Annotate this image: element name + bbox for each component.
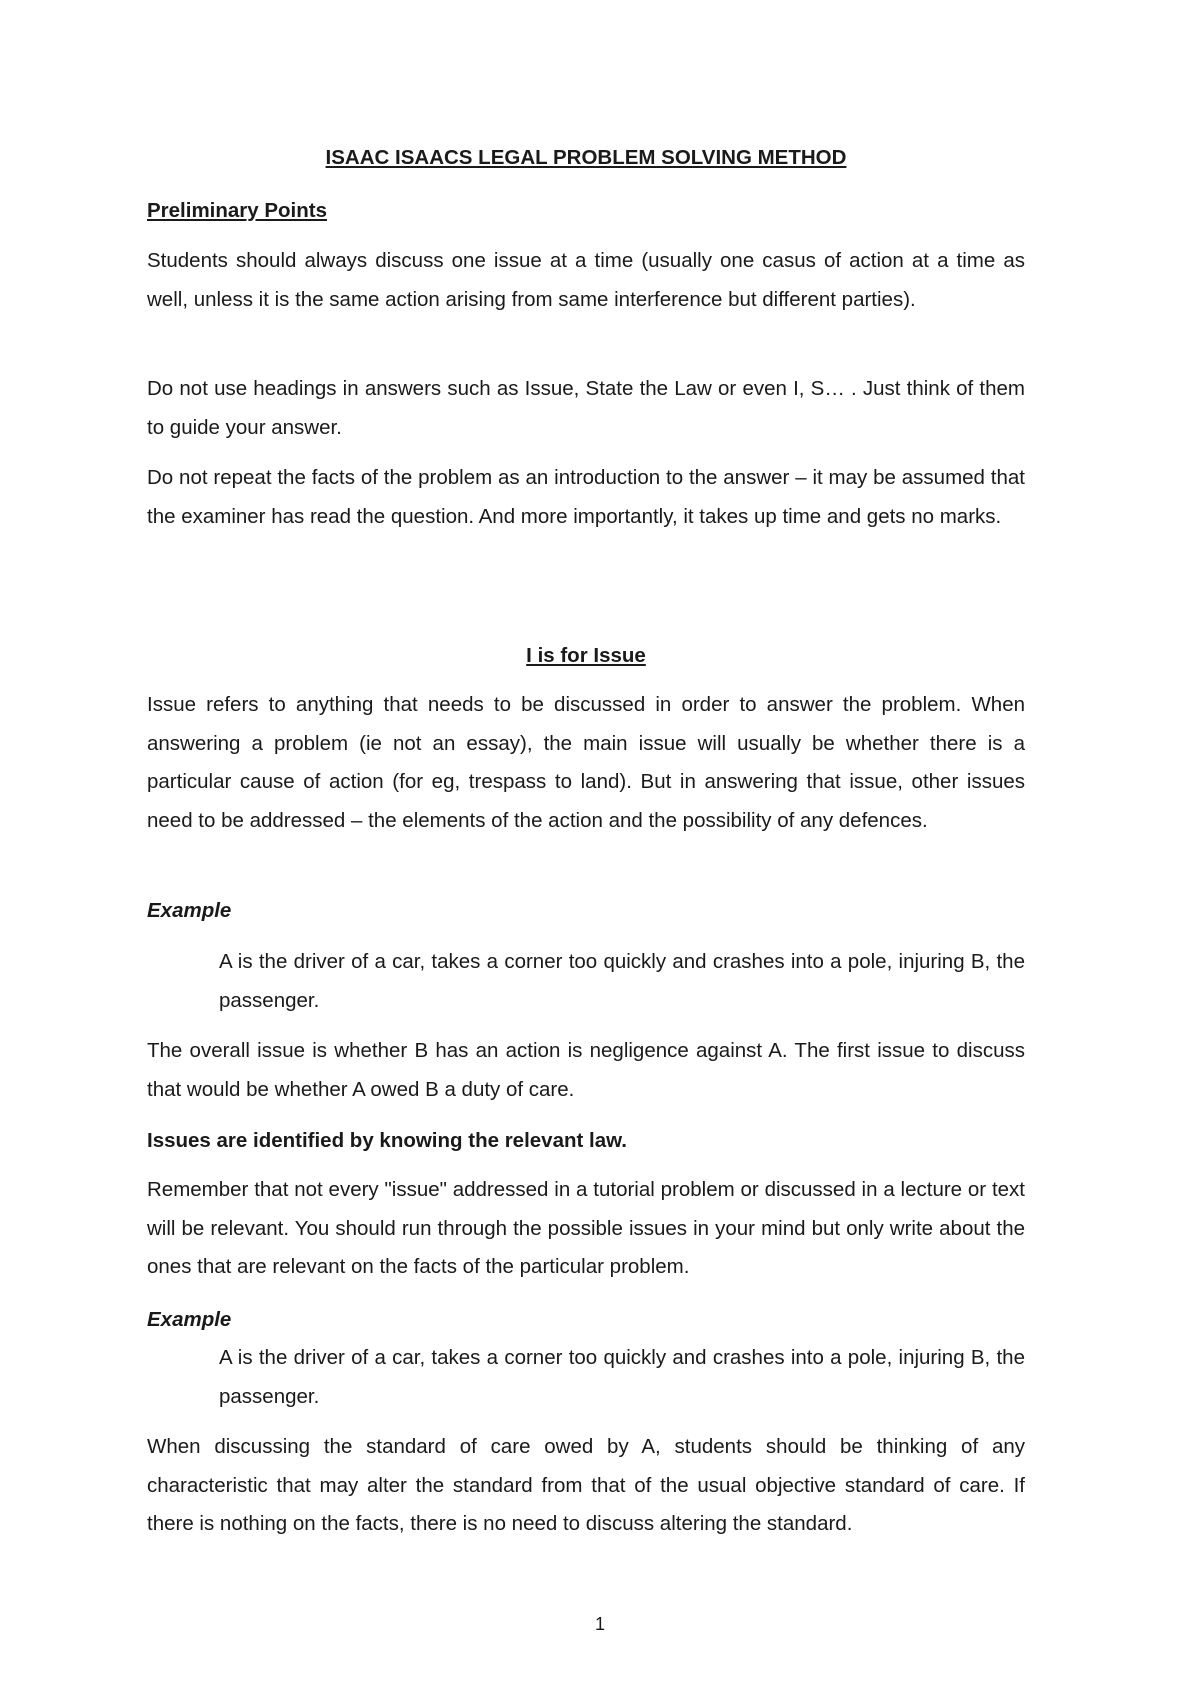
document-page — [147, 0, 1025, 1698]
preliminary-paragraph-2: Do not use headings in answers such as Issue, State the Law or even I, S… . Just think of them to guide your answer. — [147, 377, 1025, 439]
example-label-1: Example — [147, 899, 232, 922]
issue-intro-paragraph: Issue refers to anything that needs to be discussed in order to answer the problem. When answering a problem (ie not an essay), the main issue will usually be whether there is a particular cause of action (for eg, trespass to land). But in answering that issue, other issues need to be addressed – the elements of the action and the possibility of any defences. — [147, 693, 1025, 832]
preliminary-paragraph-1: Students should always discuss one issue at a time (usually one casus of action at a time as well, unless it is the same action arising from same interference but different parties). — [147, 249, 1025, 311]
page-number: 1 — [594, 1614, 605, 1634]
example-2-text: A is the driver of a car, takes a corner too quickly and crashes into a pole, injuring B, the passenger. — [219, 1346, 1025, 1408]
example-2-followup: When discussing the standard of care owed by A, students should be thinking of any characteristic that may alter the standard from that of the usual objective standard of care. If there is nothing on the facts, there is no need to discuss altering the standard. — [147, 1435, 1025, 1535]
issue-section-heading: I is for Issue — [526, 644, 646, 667]
preliminary-paragraph-3: Do not repeat the facts of the problem as an introduction to the answer – it may be assumed that the examiner has read the question. And more importantly, it takes up time and gets no marks. — [147, 466, 1025, 528]
issues-identified-statement: Issues are identified by knowing the relevant law. — [147, 1129, 627, 1152]
relevance-paragraph: Remember that not every "issue" addressed in a tutorial problem or discussed in a lecture or text will be relevant. You should run through the possible issues in your mind but only write about the ones that are relevant on the facts of the particular problem. — [147, 1178, 1025, 1278]
example-1-followup: The overall issue is whether B has an action is negligence against A. The first issue to discuss that would be whether A owed B a duty of care. — [147, 1039, 1025, 1101]
example-1-text: A is the driver of a car, takes a corner too quickly and crashes into a pole, injuring B, the passenger. — [219, 950, 1025, 1012]
example-label-2: Example — [147, 1308, 232, 1331]
preliminary-points-heading: Preliminary Points — [147, 199, 328, 222]
document-title: ISAAC ISAACS LEGAL PROBLEM SOLVING METHOD — [325, 146, 847, 169]
